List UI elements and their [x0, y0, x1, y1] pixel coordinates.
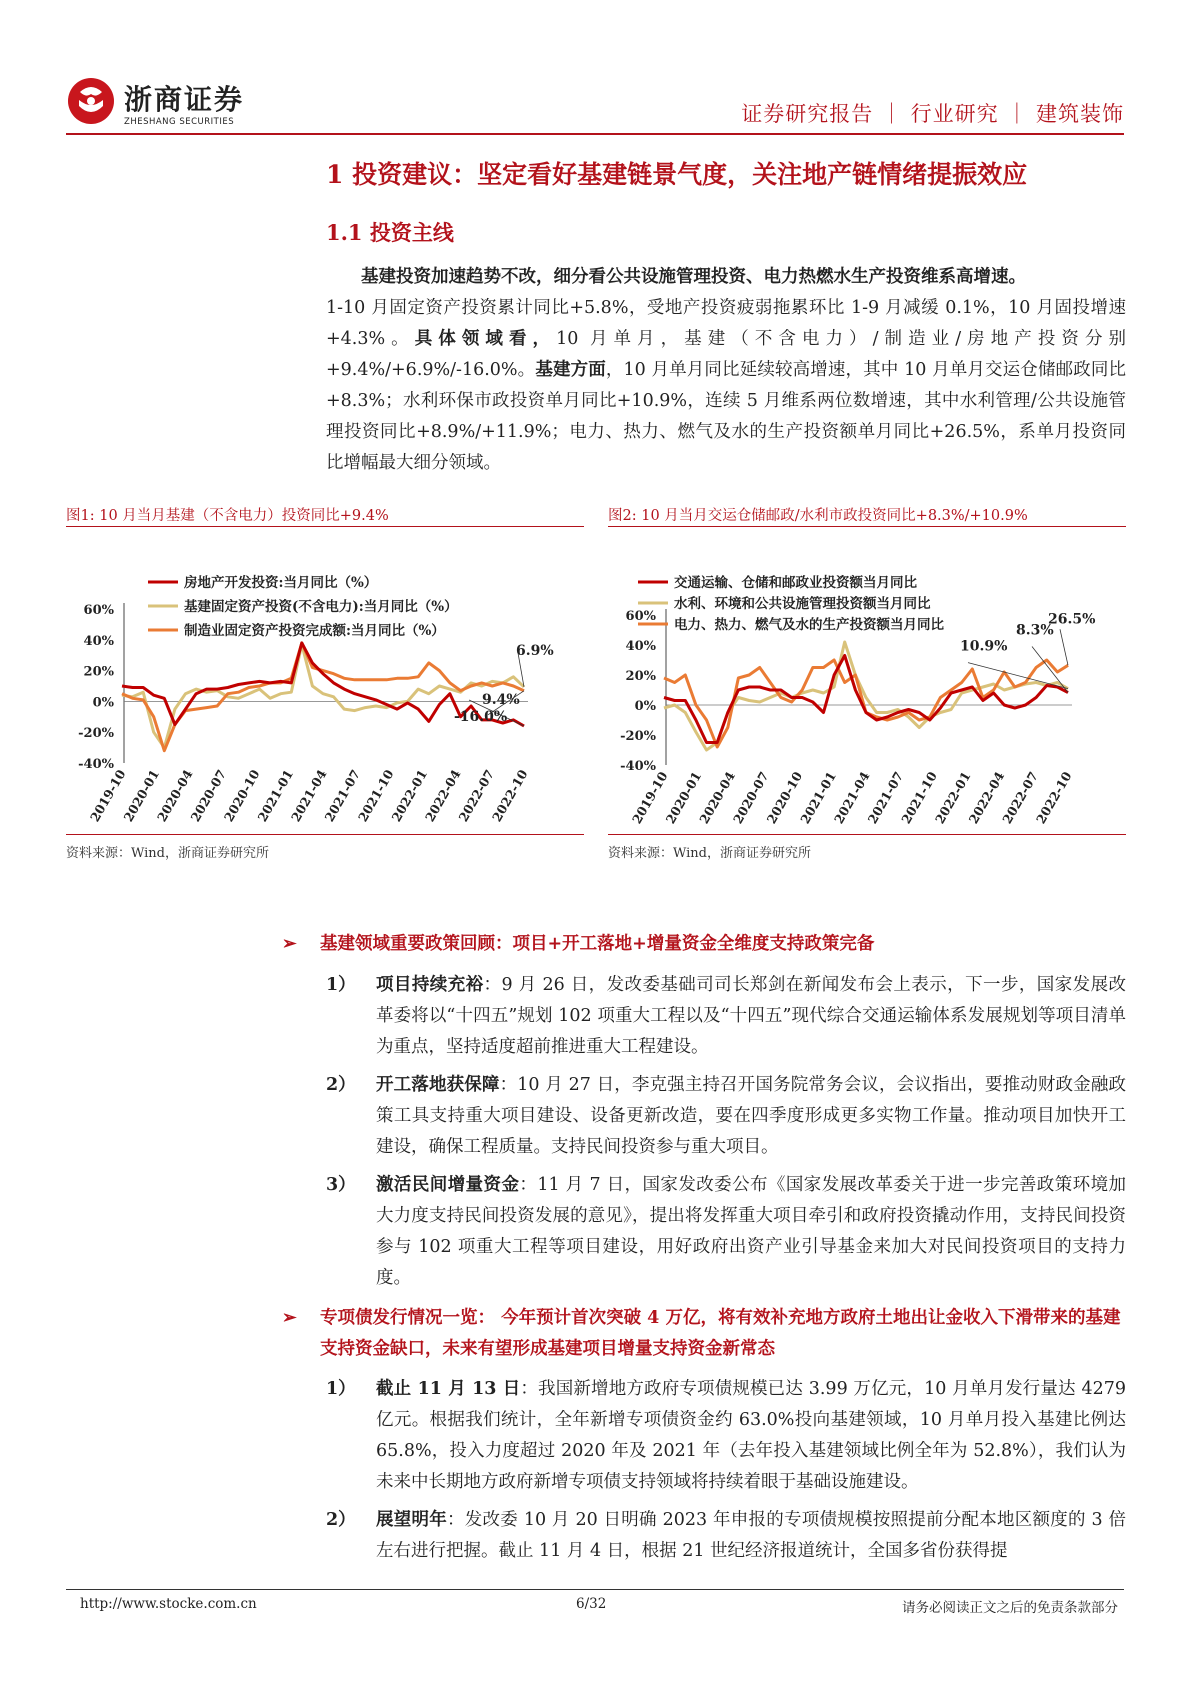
x-tick-label: 2020-04 [696, 769, 738, 824]
policy-item-text: ：10 月 27 日，李克强主持召开国务院常务会议，会议指出，要推动财政金融政策工具支持重大项目建设、设备更新改造，要在四季度形成更多实物工作量。推动项目加快开工建设，确保工程质量。支持民间投资参与重大项目。 [376, 1075, 1126, 1157]
section-title: 1 投资建议：坚定看好基建链景气度，关注地产链情绪提振效应 [326, 160, 1028, 189]
y-tick-label: 60% [83, 603, 114, 618]
x-tick-label: 2022-10 [488, 767, 531, 824]
x-tick-label: 2019-10 [86, 767, 129, 824]
page-number: 6/32 [576, 1596, 607, 1612]
bond-item-num: 1） [326, 1379, 356, 1399]
x-tick-label: 2019-10 [628, 769, 671, 824]
y-tick-label: -20% [620, 729, 656, 744]
legend-label: 电力、热力、燃气及水的生产投资额当月同比 [674, 617, 944, 633]
intro-bold-2: 具体领域看， [414, 329, 557, 349]
bond-review-head [282, 1303, 1132, 1365]
fig1-title-rule [66, 526, 584, 527]
x-tick-label: 2021-07 [321, 767, 364, 824]
bond-item-text: ：我国新增地方政府专项债规模已达 3.99 万亿元，10 月单月发行量达 4279 亿元。根据我们统计，全年新增专项债资金约 63.0%投向基建领域，10 月单月投入基建比例达 65.8%，投入力度超过 2020 年及 2021 年（去年投入基建领域比例全年为 52.8%），我们认为未来中长期地方政府新增专项债支持领域将持续着眼于基础设施建设。 [376, 1379, 1126, 1492]
policy-review-head-text: 基建领域重要政策回顾：项目+开工落地+增量资金全维度支持政策完备 [320, 934, 875, 954]
x-tick-label: 2020-10 [763, 769, 806, 824]
x-tick-label: 2021-10 [898, 769, 940, 824]
bond-item-num: 2） [326, 1510, 356, 1530]
header-divider [66, 133, 1124, 135]
fig2-chart-svg [608, 532, 1126, 824]
y-tick-label: 40% [83, 633, 114, 649]
data-label: 9.4% [482, 692, 520, 709]
x-tick-label: 2021-01 [254, 767, 297, 824]
breadcrumb: 证券研究报告 ｜ 行业研究 ｜ 建筑装饰 [741, 102, 1124, 126]
data-label: 8.3% [1016, 622, 1054, 639]
fig2-title: 图2: 10 月当月交运仓储邮政/水利市政投资同比+8.3%/+10.9% [608, 508, 1028, 524]
subsection-title: 1.1 投资主线 [326, 220, 454, 245]
intro-text-3: ，10 月单月同比延续较高增速，其中 10 月单月交运仓储邮政同比+8.3%；水利环保市政投资单月同比+10.9%，连续 5 月维系两位数增速，其中水利管理/公共设施管理投资同比+8.9%/+11.9%；电力、热力、燃气及水的生产投资额单月同比+26.5%，系单月投资同比增幅最大细分领域。 [326, 360, 1126, 473]
fig1-source: 资料来源：Wind，浙商证券研究所 [66, 846, 269, 861]
x-tick-label: 2022-01 [388, 767, 431, 824]
data-label: -16.0% [454, 708, 508, 725]
x-tick-label: 2022-04 [421, 767, 464, 824]
logo-mark-icon [66, 76, 116, 126]
bond-review-head-text: 专项债发行情况一览： 今年预计首次突破 4 万亿，将有效补充地方政府土地出让金收入下滑带来的基建支持资金缺口，未来有望形成基建项目增量支持资金新常态 [320, 1308, 1121, 1359]
fig1-chart [66, 532, 584, 824]
data-label: 10.9% [960, 638, 1008, 655]
x-tick-label: 2020-07 [729, 769, 772, 824]
x-tick-label: 2022-07 [455, 767, 498, 824]
arrow-bullet-icon: ➢ [282, 934, 297, 954]
policy-item-lead: 项目持续充裕 [376, 975, 484, 995]
x-tick-label: 2022-10 [1032, 769, 1075, 824]
logo-text-en: ZHESHANG SECURITIES [124, 117, 235, 127]
data-label: 6.9% [516, 642, 554, 659]
plot-area [78, 574, 554, 824]
footer-url[interactable]: http://www.stocke.com.cn [80, 1596, 257, 1612]
x-tick-label: 2020-07 [187, 767, 230, 824]
legend-label: 交通运输、仓储和邮政业投资额当月同比 [674, 575, 917, 591]
x-tick-label: 2021-04 [830, 769, 873, 824]
x-tick-label: 2021-04 [287, 767, 330, 824]
x-tick-label: 2020-04 [153, 767, 196, 824]
intro-bold-3: 基建方面 [535, 360, 606, 380]
policy-item-num: 1） [326, 975, 356, 995]
y-tick-label: -40% [78, 757, 114, 772]
y-tick-label: 40% [625, 639, 656, 654]
x-tick-label: 2022-01 [931, 769, 974, 824]
fig1-chart-svg [66, 532, 584, 824]
y-tick-label: 60% [625, 609, 656, 624]
policy-item-num: 2） [326, 1075, 356, 1095]
series-line-2 [122, 644, 524, 747]
x-tick-label: 2021-01 [797, 769, 839, 824]
y-tick-label: 0% [634, 699, 656, 714]
bond-item-lead: 展望明年 [376, 1510, 448, 1530]
policy-item-text: ：11 月 7 日，国家发改委公布《国家发展改革委关于进一步完善政策环境加大力度支持民间投资发展的意见》，提出将发挥重大项目牵引和政府投资撬动作用，支持民间投资参与 102 项重大工程等项目建设，用好政府出资产业引导基金来加大对民间投资项目的支持力度。 [376, 1175, 1127, 1288]
x-tick-label: 2020-01 [662, 769, 705, 824]
intro-lead: 基建投资加速趋势不改，细分看公共设施管理投资、电力热燃水生产投资维系高增速。 [361, 267, 1026, 287]
x-tick-label: 2021-07 [864, 769, 907, 824]
footer-disclaimer: 请务必阅读正文之后的免责条款部分 [902, 1600, 1118, 1616]
fig2-chart [608, 532, 1126, 824]
fig2-title-rule [608, 526, 1126, 527]
fig1-title: 图1: 10 月当月基建（不含电力）投资同比+9.4% [66, 508, 389, 524]
policy-item-3 [326, 1170, 1126, 1294]
bond-item-lead: 截止 11 月 13 日 [376, 1379, 521, 1399]
legend-label: 制造业固定资产投资完成额:当月同比（%） [184, 623, 445, 639]
data-label: 26.5% [1048, 611, 1096, 628]
logo-text-cn: 浙商证券 [124, 83, 245, 116]
policy-item-1 [326, 970, 1126, 1063]
policy-item-num: 3） [326, 1175, 356, 1195]
fig2-source: 资料来源：Wind，浙商证券研究所 [608, 846, 811, 861]
policy-review-head [282, 929, 1132, 960]
x-tick-label: 2020-10 [220, 767, 263, 824]
legend-label: 房地产开发投资:当月同比（%） [184, 575, 378, 591]
x-tick-label: 2022-04 [965, 769, 1008, 824]
plot-area [620, 574, 1095, 824]
bond-item-2 [326, 1505, 1126, 1567]
intro-text-2: 10 月单月，基建（不含电力）/制造业/房地产投资分别+9.4%/+6.9%/-16.0%。 [326, 329, 1126, 380]
y-tick-label: 20% [625, 669, 656, 684]
bond-item-1 [326, 1374, 1126, 1498]
x-tick-label: 2020-01 [120, 767, 163, 824]
policy-item-lead: 开工落地获保障 [376, 1075, 500, 1095]
policy-item-lead: 激活民间增量资金 [376, 1175, 520, 1195]
y-tick-label: 20% [83, 664, 114, 680]
logo [66, 76, 116, 126]
fig2-bottom-rule [608, 834, 1126, 835]
intro-paragraph [326, 262, 1126, 479]
x-tick-label: 2021-10 [354, 767, 397, 824]
policy-item-text: ：9 月 26 日，发改委基础司司长郑剑在新闻发布会上表示，下一步，国家发展改革委将以“十四五”规划 102 项重大工程以及“十四五”现代综合交通运输体系发展规划等项目清单为重点，坚持适度超前推进重大工程建设。 [376, 975, 1126, 1057]
fig1-bottom-rule [66, 834, 584, 835]
legend-label: 基建固定资产投资(不含电力):当月同比（%） [184, 599, 458, 615]
y-tick-label: 0% [92, 695, 114, 711]
arrow-bullet-icon: ➢ [282, 1308, 297, 1328]
y-tick-label: -20% [78, 726, 114, 742]
intro-text-1: 1-10 月固定资产投资累计同比+5.8%，受地产投资疲弱拖累环比 1-9 月减缓 0.1%，10 月固投增速+4.3%。 [326, 298, 1126, 349]
footer-divider [66, 1589, 1124, 1590]
bond-item-text: ：发改委 10 月 20 日明确 2023 年申报的专项债规模按照提前分配本地区额度的 3 倍左右进行把握。截止 11 月 4 日，根据 21 世纪经济报道统计，全国多省份获得提 [376, 1510, 1126, 1561]
legend-label: 水利、环境和公共设施管理投资额当月同比 [674, 596, 931, 612]
x-tick-label: 2022-07 [999, 769, 1041, 824]
y-tick-label: -40% [620, 759, 656, 774]
policy-item-2 [326, 1070, 1126, 1163]
annotation-leader [1060, 629, 1068, 665]
